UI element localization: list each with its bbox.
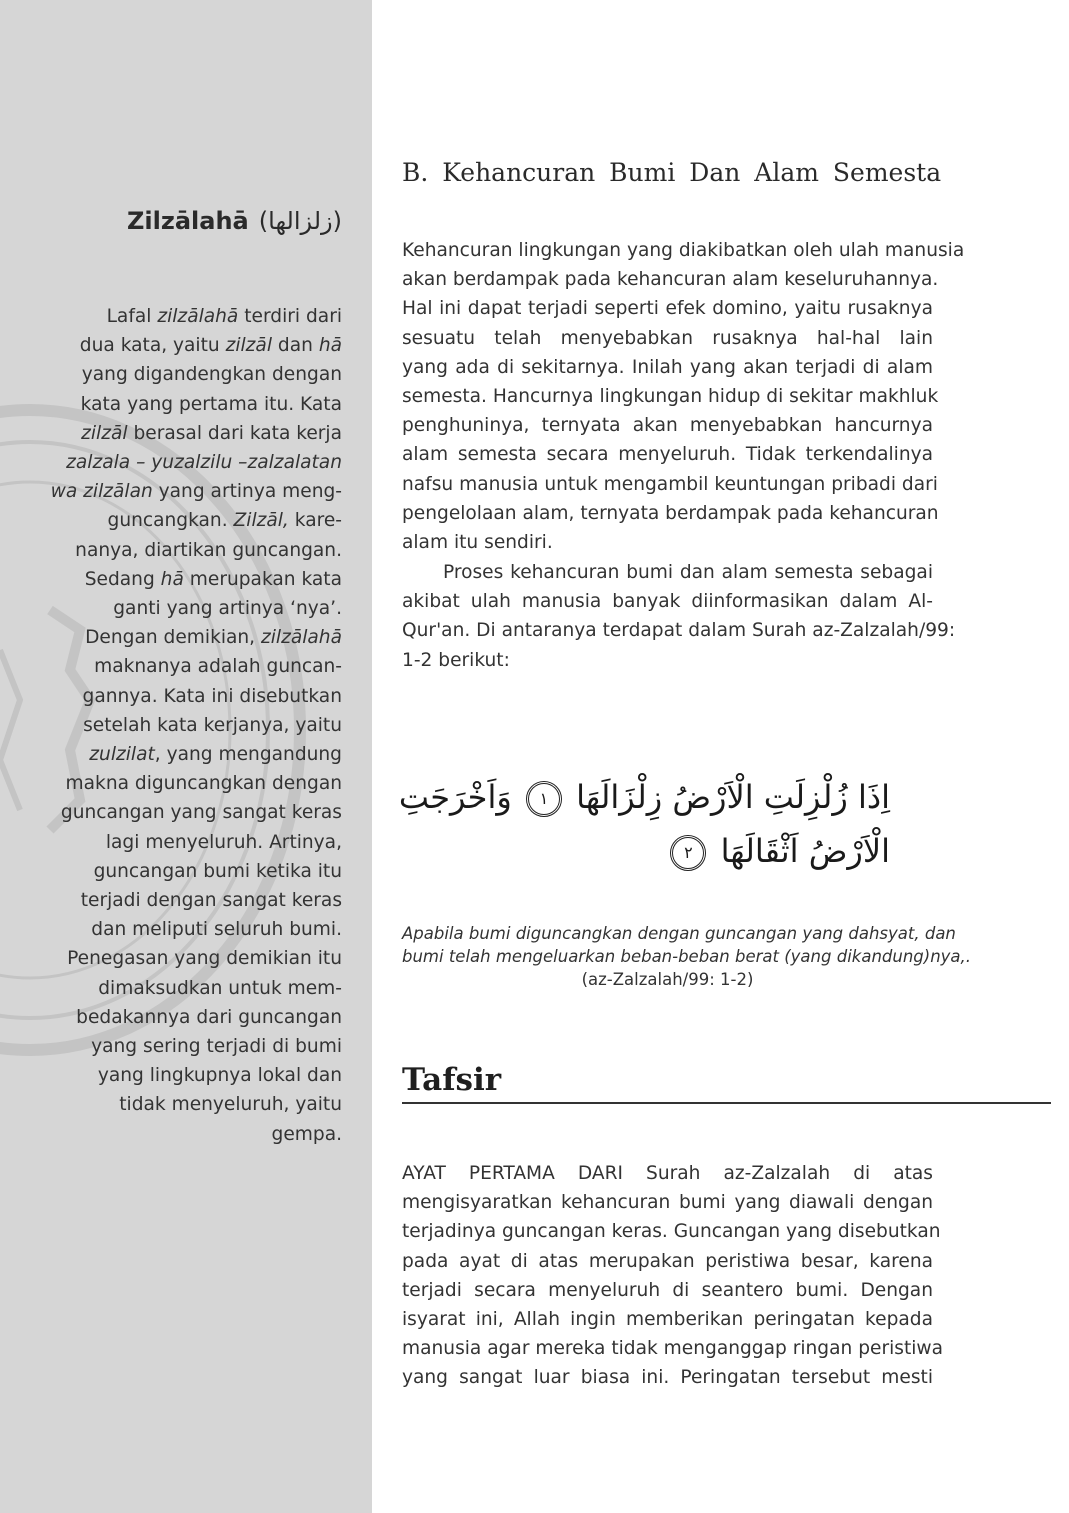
sidebar-text: tidak menyeluruh, yaitu [119,1094,342,1116]
sidebar-line [42,1090,342,1119]
translation-line-2: bumi telah mengeluarkan beban-beban berat (yang dikandung)nya,. [402,947,972,966]
sidebar-line [42,798,342,827]
section-heading-b: B. Kehancuran Bumi Dan Alam Semesta [402,158,942,187]
sidebar-text: yang sering terjadi di bumi [91,1036,342,1058]
quran-verse [398,770,890,878]
paragraph-line: pengelolaan alam, ternyata berdampak pada kehancuran [402,502,939,524]
sidebar-title-arabic: (زلزالها) [258,207,342,235]
sidebar-line [42,915,342,944]
section-title-tafsir: Tafsir [402,1062,502,1098]
sidebar-line [42,1032,342,1061]
sidebar-text: guncangan bumi ketika itu [93,860,342,882]
sidebar-term: zilzāl [225,335,272,357]
sidebar-text: terjadi dengan sangat keras [80,890,342,912]
verse-number-1: ١ [526,781,562,817]
sidebar-line [42,360,342,389]
sidebar-text: makna diguncangkan dengan [65,773,342,795]
paragraph-line: Kehancuran lingkungan yang diakibatkan oleh ulah manusia [402,240,965,261]
paragraph-line: alam itu sendiri. [402,532,553,554]
sidebar-term: zilzāl [81,422,128,444]
sidebar-term: zilzālahā [157,306,239,327]
sidebar-body-text [42,302,342,1149]
sidebar-glossary [0,0,372,1513]
sidebar-text: kare- [288,510,342,532]
sidebar-text: merupakan kata [183,568,342,590]
verse-line-2 [470,824,890,878]
sidebar-title-latin: Zilzālahā [127,207,249,235]
sidebar-text: guncangkan. [107,510,234,532]
sidebar-text: Sedang [84,568,161,590]
sidebar-line [42,1120,342,1149]
sidebar-text: dimaksudkan untuk mem- [98,977,342,999]
paragraph-line: yang sangat luar biasa ini. Peringatan tersebut mesti [402,1367,933,1389]
sidebar-line [42,1061,342,1090]
translation-reference: (az-Zalzalah/99: 1-2) [581,970,754,989]
sidebar-text: berasal dari kata kerja [127,422,342,444]
sidebar-text: , yang mengandung [154,744,342,766]
section-divider [402,1102,1051,1104]
sidebar-line [42,331,342,360]
paragraph-line: akan berdampak pada kehancuran alam keseluruhannya. [402,269,939,291]
sidebar-line [42,623,342,652]
sidebar-term: zilzālahā [261,627,342,649]
sidebar-line [42,886,342,915]
sidebar-term: hā [160,568,184,590]
paragraph-tafsir [402,1159,943,1393]
paragraph-line: akibat ulah manusia banyak diinformasikan dalam Al- [402,591,933,613]
sidebar-line [42,419,342,448]
sidebar-term: zalzala – yuzalzilu –zalzalatan [66,452,342,474]
verse-text-2: الْاَرْضُ اَثْقَالَهَا [720,832,890,870]
sidebar-text: yang digandengkan dengan [81,364,342,386]
sidebar-line [42,536,342,565]
paragraph-line: sesuatu telah menyebabkan rusaknya hal-hal lain [402,327,933,349]
paragraph-line: penghuninya, ternyata akan menyebabkan hancurnya [402,415,933,437]
sidebar-line [42,944,342,973]
paragraph-line: yang ada di sekitarnya. Inilah yang akan terjadi di alam [402,356,933,378]
sidebar-text: Dengan demikian, [85,627,261,649]
paragraph-intro [402,236,965,557]
paragraph-line: terjadi secara menyeluruh di seantero bumi. Dengan [402,1279,933,1301]
paragraph-line: 1-2 berikut: [402,649,510,671]
verse-translation [402,922,972,991]
sidebar-text: gempa. [271,1123,342,1145]
sidebar-text: yang lingkupnya lokal dan [97,1065,342,1087]
paragraph-line: alam semesta secara menyeluruh. Tidak terkendalinya [402,444,933,466]
verse-text-1a: اِذَا زُلْزِلَتِ الْاَرْضُ زِلْزَالَهَا [576,778,890,816]
sidebar-text: terdiri dari [238,306,342,327]
sidebar-line [42,711,342,740]
sidebar-line [42,857,342,886]
sidebar-line [42,682,342,711]
paragraph-line: manusia agar mereka tidak menganggap ringan peristiwa [402,1338,943,1360]
sidebar-line [42,1003,342,1032]
sidebar-text: dan [272,335,319,357]
paragraph-line: nafsu manusia untuk mengambil keuntungan pribadi dari [402,473,938,495]
sidebar-line [42,594,342,623]
sidebar-text: dua kata, yaitu [79,335,226,357]
sidebar-line [42,828,342,857]
sidebar-text: dan meliputi seluruh bumi. [91,919,342,941]
sidebar-text: yang artinya meng- [152,481,342,503]
paragraph-proses [402,558,956,675]
sidebar-title [127,207,342,235]
sidebar-line [42,302,342,331]
sidebar-line [42,652,342,681]
sidebar-text: bedakannya dari guncangan [76,1006,342,1028]
sidebar-term: wa zilzālan [50,481,153,503]
sidebar-text: gannya. Kata ini disebutkan [82,685,342,707]
sidebar-term: hā [318,335,342,357]
sidebar-line [42,448,342,477]
sidebar-line [42,769,342,798]
sidebar-line [42,477,342,506]
sidebar-text: lagi menyeluruh. Artinya, [105,831,342,853]
sidebar-text: Penegasan yang demikian itu [67,948,342,970]
sidebar-term: zulzilat [89,744,155,766]
sidebar-text: setelah kata kerjanya, yaitu [83,714,342,736]
sidebar-text: Lafal [106,306,158,327]
sidebar-line [42,974,342,1003]
paragraph-line: terjadinya guncangan keras. Guncangan yang disebutkan [402,1221,941,1243]
translation-line-1: Apabila bumi diguncangkan dengan guncangan yang dahsyat, dan [402,924,956,943]
sidebar-line [42,506,342,535]
sidebar-line [42,565,342,594]
paragraph-line: Qur'an. Di antaranya terdapat dalam Surah az-Zalzalah/99: [402,620,956,642]
sidebar-line [42,740,342,769]
paragraph-line: mengisyaratkan kehancuran bumi yang diawali dengan [402,1192,933,1214]
paragraph-line: semesta. Hancurnya lingkungan hidup di sekitar makhluk [402,386,939,408]
sidebar-text: nanya, diartikan guncangan. [75,539,342,561]
verse-text-1b: وَاَخْرَجَتِ [398,778,512,816]
sidebar-text: ganti yang artinya ‘nya’. [113,598,342,620]
verse-line-1 [398,770,890,824]
paragraph-line: Hal ini dapat terjadi seperti efek domino, yaitu rusaknya [402,298,933,320]
sidebar-line [42,390,342,419]
verse-number-2: ٢ [670,835,706,871]
sidebar-text: kata yang pertama itu. Kata [80,393,342,415]
sidebar-text: maknanya adalah guncan- [94,656,342,678]
paragraph-line: Proses kehancuran bumi dan alam semesta sebagai [443,562,933,583]
sidebar-text: guncangan yang sangat keras [60,802,342,824]
paragraph-line: AYAT PERTAMA DARI Surah az-Zalzalah di atas [402,1163,933,1184]
paragraph-line: pada ayat di atas merupakan peristiwa besar, karena [402,1250,933,1272]
sidebar-term: Zilzāl, [233,510,289,532]
paragraph-line: isyarat ini, Allah ingin memberikan peringatan kepada [402,1309,933,1331]
